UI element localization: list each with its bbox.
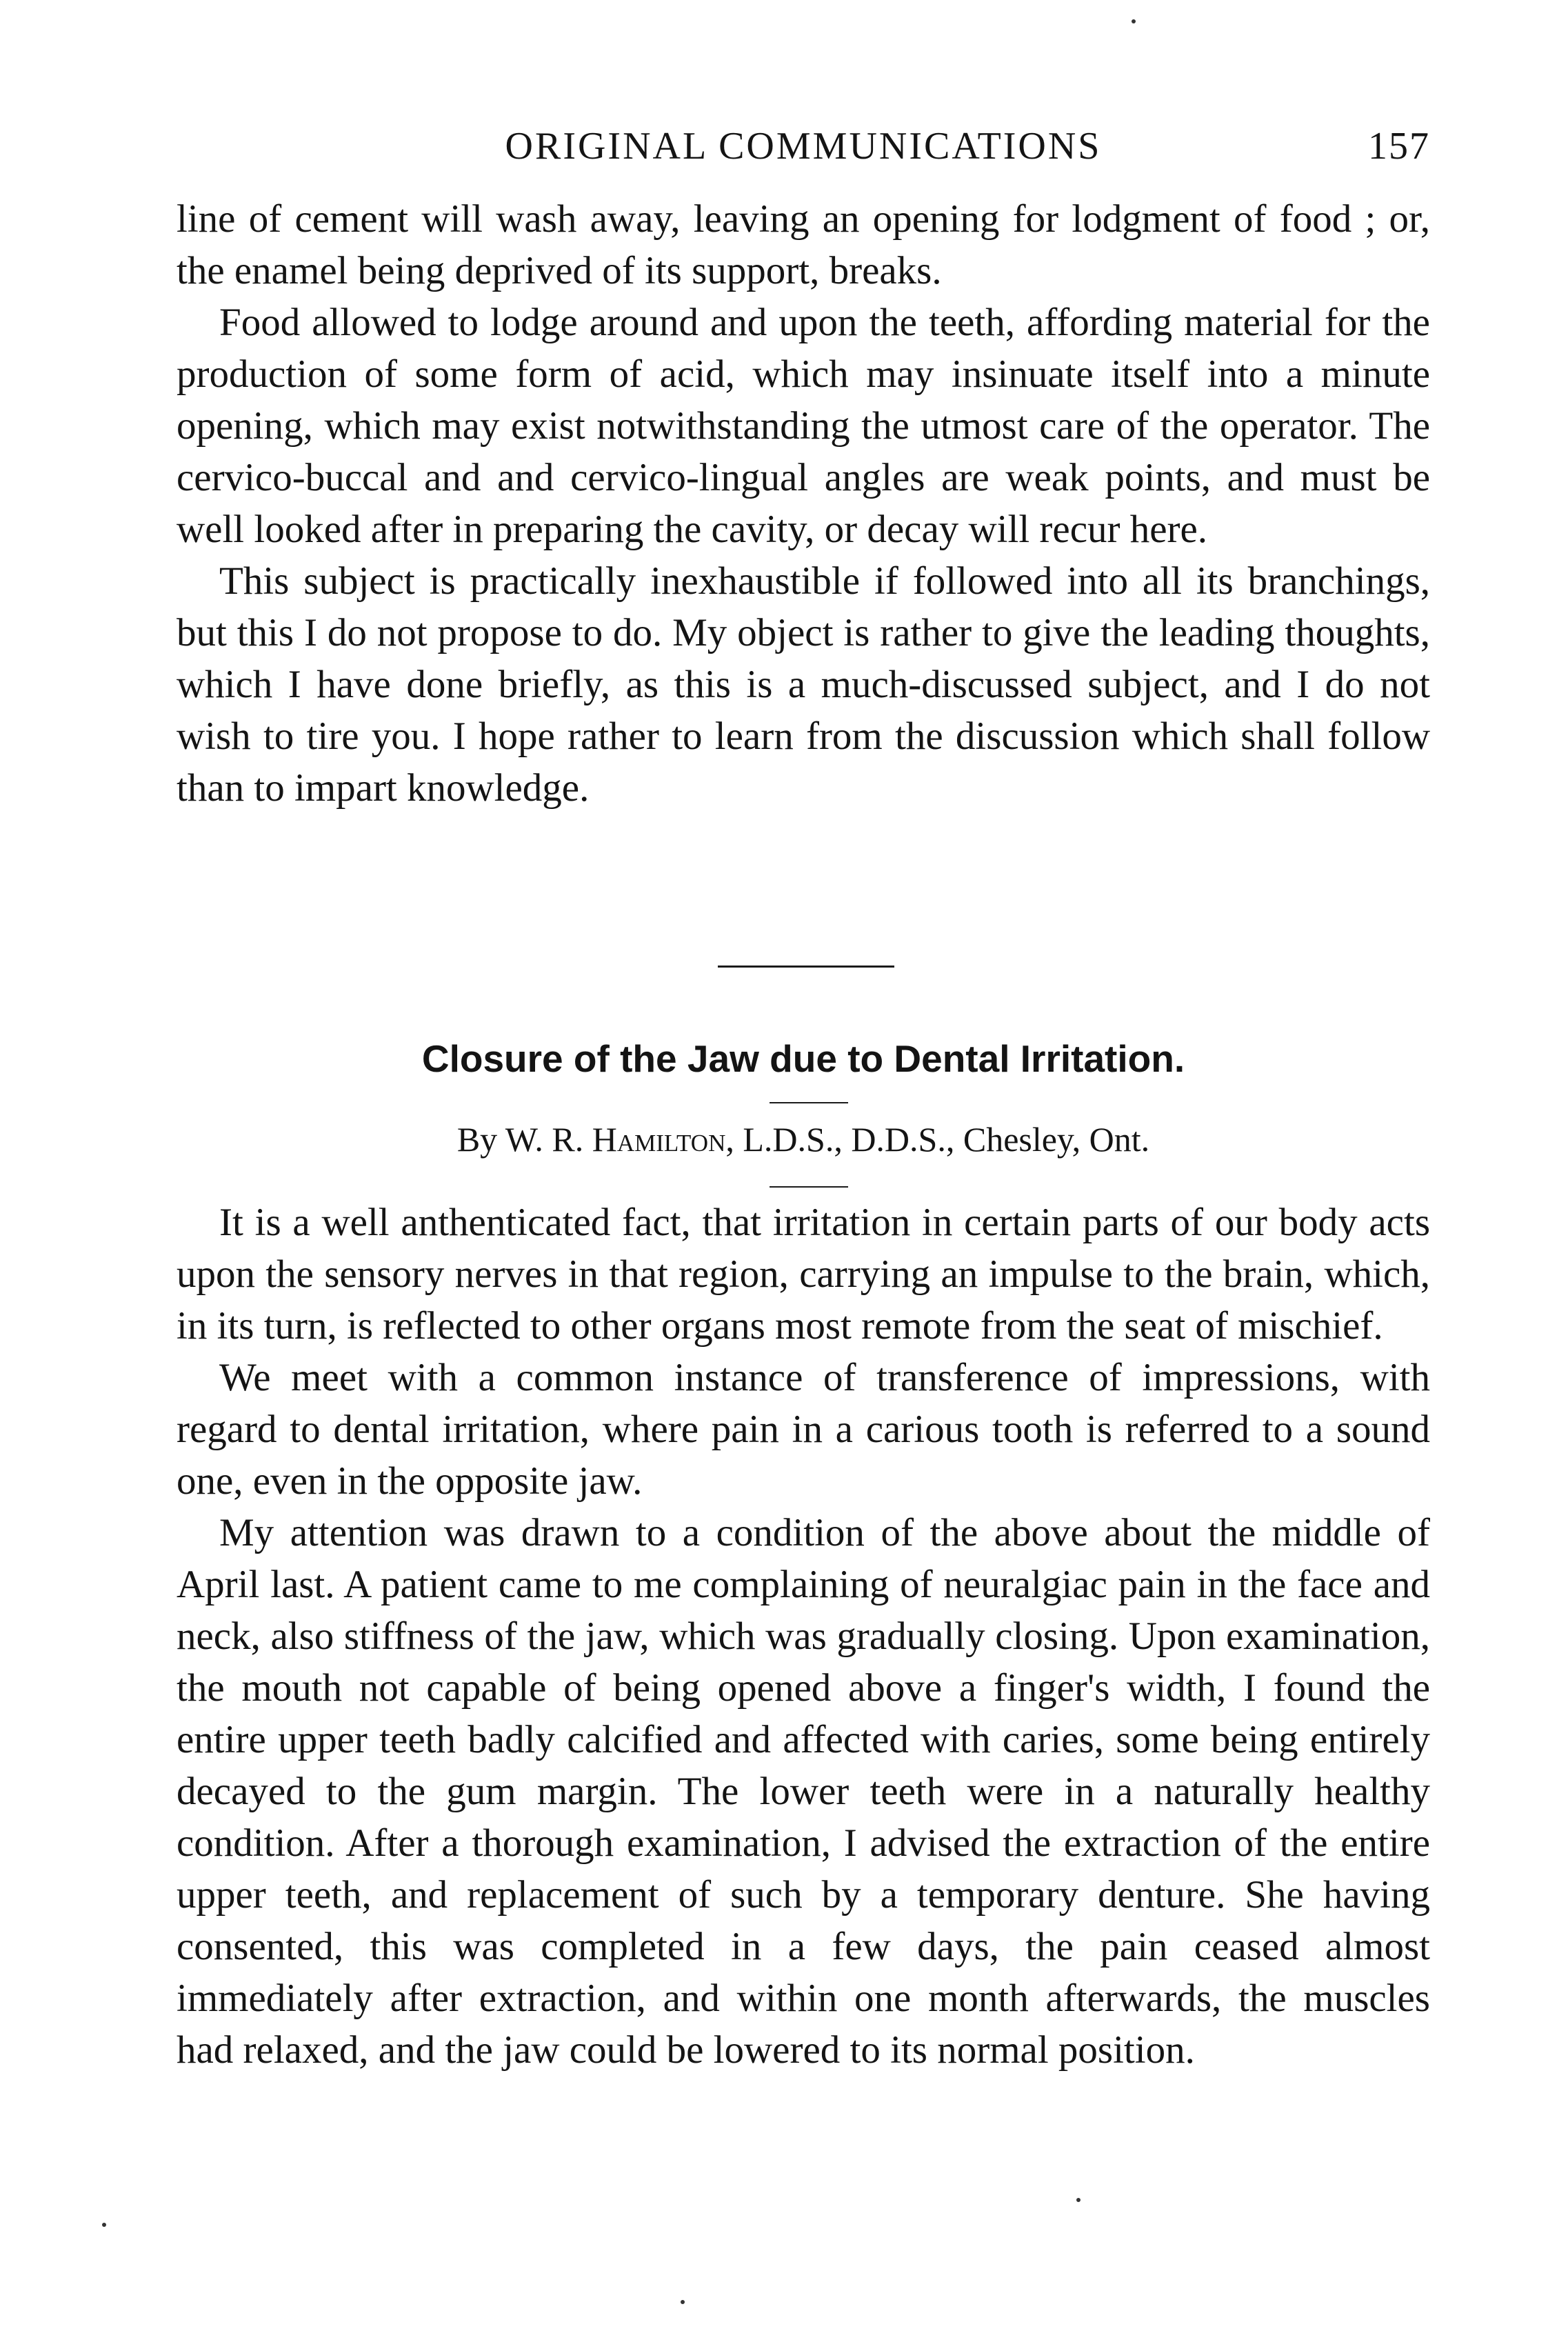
print-speck (1132, 19, 1136, 23)
page-number: 157 (1368, 125, 1430, 168)
section-divider (718, 966, 894, 968)
paragraph: My attention was drawn to a condition of the above about the middle of April last. A patient came to me complaining of neuralgiac pain in the face and neck, also stiffness of the jaw, which was gradually closing. Upon examination, the mouth not capable of being opened above a finger's width, I found the entire upper teeth badly calcified and affected with caries, some being entirely decayed to the gum margin. The lower teeth were in a naturally healthy condition. After a thorough examination, I advised the extraction of the entire upper teeth, and replacement of such by a temporary denture. She having consented, this was completed in a few days, the pain ceased almost immediately after extraction, and within one month afterwards, the muscles had relaxed, and the jaw could be lowered to its normal position. (177, 1511, 1430, 2072)
running-head (177, 119, 1430, 174)
running-title: ORIGINAL COMMUNICATIONS (505, 125, 1102, 168)
byline-prefix: By W. R. (456, 1120, 584, 1159)
author-name: Hamilton (592, 1120, 726, 1159)
article-title: Closure of the Jaw due to Dental Irritation. (421, 1037, 1185, 1080)
title-rule (770, 1102, 848, 1103)
print-speck (1076, 2198, 1080, 2202)
byline-rule (770, 1186, 848, 1188)
paragraph: We meet with a common instance of transference of impressions, with regard to dental irritation, where pain in a carious tooth is referred to a sound one, even in the opposite jaw. (177, 1356, 1430, 1503)
paragraph: Food allowed to lodge around and upon the teeth, affording material for the production of some form of acid, which may insinuate itself into a minute opening, which may exist notwithstanding the utmost care of the operator. The cervico-buccal and and cervico-lingual angles are weak points, and must be well looked after in preparing the cavity, or decay will recur here. (177, 301, 1430, 551)
paragraph-continuation: line of cement will wash away, leaving an opening for lodgment of food ; or, the enamel being deprived of its support, breaks. (177, 197, 1430, 292)
previous-article-text (177, 193, 1430, 814)
byline (177, 1115, 1430, 1163)
print-speck (681, 2300, 685, 2304)
paragraph: This subject is practically inexhaustible if followed into all its branchings, but this I do not propose to do. My object is rather to give the leading thoughts, which I have done briefly, as this is a much-discussed subject, and I do not wish to tire you. I hope rather to learn from the discussion which shall follow than to impart knowledge. (177, 559, 1430, 810)
print-speck (102, 2223, 106, 2227)
paragraph: It is a well anthenticated fact, that irritation in certain parts of our body acts upon the sensory nerves in that region, carrying an impulse to the brain, which, in its turn, is reflected to other organs most remote from the seat of mischief. (177, 1201, 1430, 1348)
byline-suffix: , L.D.S., D.D.S., Chesley, Ont. (725, 1120, 1150, 1159)
article-text (177, 1197, 1430, 2076)
